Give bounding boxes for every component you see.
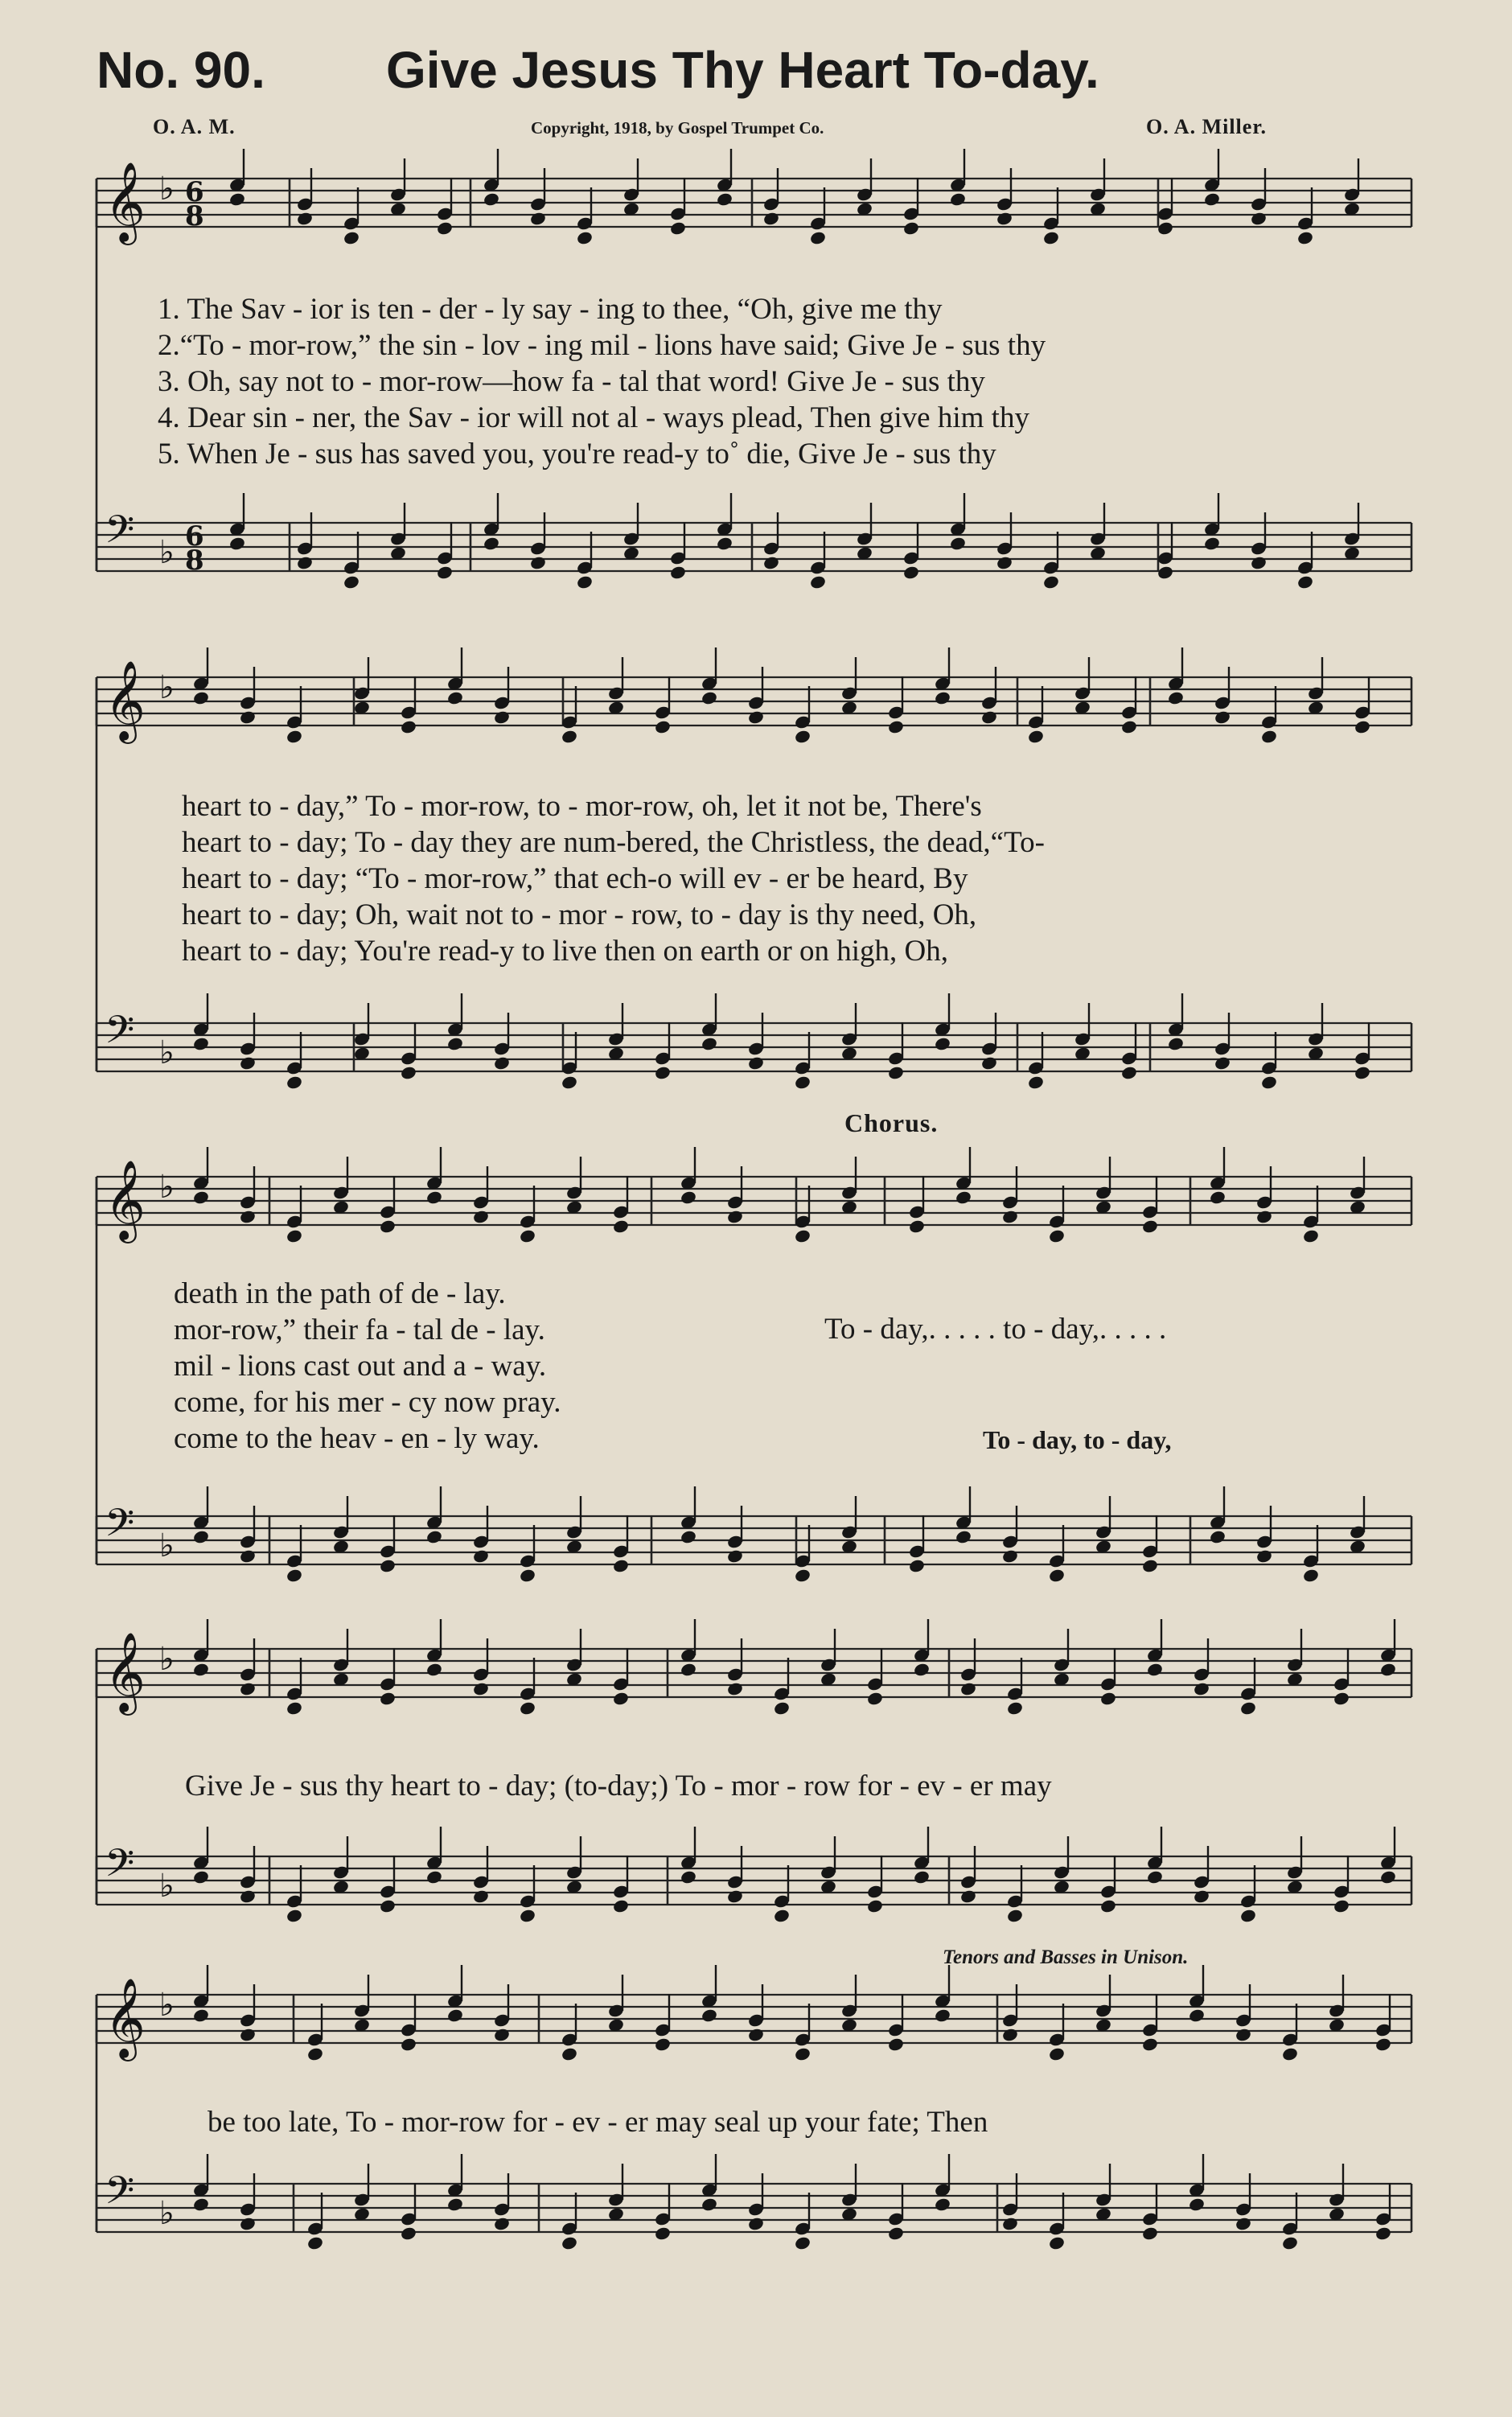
notehead-icon: [1099, 1898, 1117, 1913]
notehead-icon: [400, 2226, 417, 2241]
notehead-icon: [425, 1662, 443, 1677]
notehead-icon: [286, 1568, 303, 1583]
notehead-icon: [228, 536, 246, 551]
notehead-icon: [1001, 1209, 1019, 1224]
hymn-number: No. 90.: [97, 41, 265, 99]
system3-lyrics: [174, 1276, 561, 1457]
notehead-icon: [996, 211, 1013, 226]
notehead-icon: [1379, 1869, 1397, 1885]
notehead-icon: [228, 191, 246, 207]
notehead-icon: [400, 2037, 417, 2052]
notehead-icon: [955, 1190, 972, 1205]
flat-icon: ♭: [159, 1641, 175, 1678]
music-credit: O. A. Miller.: [1146, 115, 1267, 138]
notehead-icon: [669, 220, 687, 236]
flat-icon: ♭: [159, 1169, 175, 1206]
verse-line: be too late, To - mor-row for - ev - er may seal up your fate; Then: [207, 2106, 988, 2139]
notehead-icon: [425, 1529, 443, 1544]
notehead-icon: [669, 565, 687, 580]
notehead-icon: [680, 1869, 697, 1885]
notehead-icon: [794, 2046, 811, 2061]
notehead-icon: [934, 2197, 951, 2212]
notehead-icon: [680, 1190, 697, 1205]
copyright-notice: Copyright, 1918, by Gospel Trumpet Co.: [531, 118, 824, 138]
notehead-icon: [1239, 1700, 1257, 1716]
notehead-icon: [1048, 1568, 1066, 1583]
system1-lyrics: [158, 291, 1046, 472]
notehead-icon: [1167, 1036, 1185, 1051]
verse-line: 5. When Je - sus has saved you, you're read-y to˚ die, Give Je - sus thy: [158, 438, 996, 471]
notehead-icon: [701, 2008, 718, 2023]
notehead-icon: [286, 1228, 303, 1243]
bass-clef-icon: 𝄢: [105, 507, 135, 561]
system2-lyrics: [182, 788, 1045, 969]
notehead-icon: [400, 719, 417, 734]
notehead-icon: [192, 1190, 210, 1205]
treble-clef-icon: 𝄞: [105, 162, 146, 242]
notehead-icon: [654, 2226, 672, 2241]
bass-clef-icon: 𝄢: [105, 1840, 135, 1895]
notehead-icon: [1048, 2046, 1066, 2061]
notehead-icon: [612, 1558, 630, 1573]
flat-icon: ♭: [159, 534, 175, 571]
notehead-icon: [286, 729, 303, 744]
notehead-icon: [934, 690, 951, 705]
verse-line: mor-row,” their fa - tal de - lay.: [174, 1313, 545, 1346]
notehead-icon: [887, 2226, 905, 2241]
verse-line: 1. The Sav - ior is ten - der - ly say - ing to thee, “Oh, give me thy: [158, 293, 943, 326]
notehead-icon: [726, 1889, 744, 1904]
notehead-icon: [192, 1869, 210, 1885]
notehead-icon: [612, 1898, 630, 1913]
notehead-icon: [913, 1869, 931, 1885]
notehead-icon: [286, 1075, 303, 1090]
notehead-icon: [680, 1662, 697, 1677]
notehead-icon: [1188, 2197, 1206, 2212]
notehead-icon: [1006, 1700, 1024, 1716]
notehead-icon: [561, 2046, 578, 2061]
verse-line: heart to - day; Oh, wait not to - mor - row, to - day is thy need, Oh,: [182, 898, 977, 931]
notehead-icon: [1209, 1190, 1226, 1205]
notehead-icon: [1250, 555, 1268, 570]
notehead-icon: [654, 1065, 672, 1080]
notehead-icon: [794, 1568, 811, 1583]
notehead-icon: [1214, 1055, 1231, 1071]
notehead-icon: [343, 574, 360, 590]
notehead-icon: [1260, 1075, 1278, 1090]
system5-lyrics: [207, 2104, 988, 2140]
bass-clef-icon: 𝄢: [105, 2168, 135, 2222]
notehead-icon: [1141, 2226, 1159, 2241]
notehead-icon: [726, 1681, 744, 1696]
notehead-icon: [1354, 1065, 1371, 1080]
notehead-icon: [959, 1889, 977, 1904]
notehead-icon: [701, 1036, 718, 1051]
time-signature-icon: 8: [185, 545, 204, 577]
verse-line: 4. Dear sin - ner, the Sav - ior will not al - ways plead, Then give him thy: [158, 401, 1029, 434]
notehead-icon: [1239, 1908, 1257, 1923]
notehead-icon: [726, 1209, 744, 1224]
verse-line: heart to - day; “To - mor-row,” that ech-o will ev - er be heard, By: [182, 862, 968, 895]
notehead-icon: [1001, 1548, 1019, 1564]
notehead-icon: [529, 555, 547, 570]
flat-icon: ♭: [159, 1868, 175, 1905]
notehead-icon: [1255, 1209, 1273, 1224]
notehead-icon: [1354, 719, 1371, 734]
notehead-icon: [1146, 1662, 1164, 1677]
notehead-icon: [902, 565, 920, 580]
notehead-icon: [773, 1908, 791, 1923]
notehead-icon: [446, 2197, 464, 2212]
notehead-icon: [400, 1065, 417, 1080]
notehead-icon: [1001, 2216, 1019, 2231]
notehead-icon: [1042, 230, 1060, 245]
notehead-icon: [192, 1529, 210, 1544]
time-signature-icon: 6: [185, 520, 204, 553]
notehead-icon: [996, 555, 1013, 570]
notehead-icon: [239, 2216, 257, 2231]
chorus-bass-lyric: To - day, to - day,: [983, 1425, 1172, 1454]
notehead-icon: [654, 2037, 672, 2052]
notehead-icon: [239, 709, 257, 725]
notehead-icon: [1141, 1219, 1159, 1234]
notehead-icon: [286, 1700, 303, 1716]
notehead-icon: [493, 709, 511, 725]
notehead-icon: [1120, 1065, 1138, 1080]
notehead-icon: [1203, 191, 1221, 207]
notehead-icon: [866, 1691, 884, 1706]
notehead-icon: [1042, 574, 1060, 590]
notehead-icon: [379, 1558, 396, 1573]
notehead-icon: [239, 1889, 257, 1904]
notehead-icon: [561, 1075, 578, 1090]
notehead-icon: [1214, 709, 1231, 725]
notehead-icon: [446, 1036, 464, 1051]
notehead-icon: [1235, 2027, 1252, 2042]
notehead-icon: [436, 220, 454, 236]
notehead-icon: [1260, 729, 1278, 744]
flat-icon: ♭: [159, 1034, 175, 1071]
notehead-icon: [762, 555, 780, 570]
notehead-icon: [1333, 1691, 1350, 1706]
notehead-icon: [483, 536, 500, 551]
notehead-icon: [1281, 2046, 1299, 2061]
words-credit: O. A. M.: [153, 115, 236, 138]
notehead-icon: [576, 230, 594, 245]
notehead-icon: [866, 1898, 884, 1913]
notehead-icon: [472, 1889, 490, 1904]
unison-note: Tenors and Basses in Unison.: [943, 1946, 1189, 1968]
notehead-icon: [1027, 1075, 1045, 1090]
notehead-icon: [286, 1908, 303, 1923]
notehead-icon: [680, 1529, 697, 1544]
notehead-icon: [612, 1219, 630, 1234]
chorus-label: Chorus.: [844, 1108, 939, 1137]
notehead-icon: [1167, 690, 1185, 705]
flat-icon: ♭: [159, 171, 175, 208]
notehead-icon: [425, 1869, 443, 1885]
verse-line: come to the heav - en - ly way.: [174, 1422, 540, 1455]
notehead-icon: [1120, 719, 1138, 734]
notehead-icon: [192, 2197, 210, 2212]
notehead-icon: [716, 536, 733, 551]
treble-clef-icon: 𝄞: [105, 1160, 146, 1240]
notehead-icon: [296, 211, 314, 226]
notehead-icon: [747, 2027, 765, 2042]
notehead-icon: [529, 211, 547, 226]
treble-clef-icon: 𝄞: [105, 1632, 146, 1712]
notehead-icon: [1296, 574, 1314, 590]
verse-line: 3. Oh, say not to - mor-row—how fa - tal that word! Give Je - sus thy: [158, 365, 985, 398]
notehead-icon: [1157, 565, 1174, 580]
time-signature-icon: 6: [185, 176, 204, 208]
notehead-icon: [1209, 1529, 1226, 1544]
system4-lyrics: [185, 1768, 1052, 1804]
notehead-icon: [472, 1209, 490, 1224]
notehead-icon: [1141, 2037, 1159, 2052]
notehead-icon: [794, 729, 811, 744]
notehead-icon: [794, 1075, 811, 1090]
flat-icon: ♭: [159, 1987, 175, 2024]
notehead-icon: [1188, 2008, 1206, 2023]
notehead-icon: [980, 1055, 998, 1071]
notehead-icon: [908, 1219, 926, 1234]
verse-line: heart to - day; You're read-y to live then on earth or on high, Oh,: [182, 935, 949, 968]
notehead-icon: [1006, 1908, 1024, 1923]
notehead-icon: [902, 220, 920, 236]
notehead-icon: [773, 1700, 791, 1716]
notehead-icon: [1255, 1548, 1273, 1564]
notehead-icon: [1235, 2216, 1252, 2231]
notehead-icon: [1250, 211, 1268, 226]
notehead-icon: [239, 1055, 257, 1071]
notehead-icon: [192, 2008, 210, 2023]
notehead-icon: [239, 1209, 257, 1224]
notehead-icon: [493, 2216, 511, 2231]
notehead-icon: [949, 191, 967, 207]
notehead-icon: [654, 719, 672, 734]
notehead-icon: [425, 1190, 443, 1205]
notehead-icon: [701, 2197, 718, 2212]
notehead-icon: [1333, 1898, 1350, 1913]
notehead-icon: [436, 565, 454, 580]
notehead-icon: [949, 536, 967, 551]
notehead-icon: [934, 1036, 951, 1051]
notehead-icon: [561, 2235, 578, 2251]
notehead-icon: [192, 690, 210, 705]
notehead-icon: [519, 1700, 536, 1716]
notehead-icon: [716, 191, 733, 207]
hymn-title: Give Jesus Thy Heart To-day.: [386, 41, 1099, 99]
notehead-icon: [493, 2027, 511, 2042]
notehead-icon: [934, 2008, 951, 2023]
notehead-icon: [1157, 220, 1174, 236]
notehead-icon: [1146, 1869, 1164, 1885]
notehead-icon: [1302, 1568, 1320, 1583]
notehead-icon: [959, 1681, 977, 1696]
notehead-icon: [747, 1055, 765, 1071]
notehead-icon: [908, 1558, 926, 1573]
notehead-icon: [561, 729, 578, 744]
verse-line: death in the path of de - lay.: [174, 1277, 506, 1310]
notehead-icon: [446, 690, 464, 705]
flat-icon: ♭: [159, 2195, 175, 2232]
notehead-icon: [1141, 1558, 1159, 1573]
notehead-icon: [192, 1662, 210, 1677]
notehead-icon: [1027, 729, 1045, 744]
verse-line: mil - lions cast out and a - way.: [174, 1350, 547, 1383]
notehead-icon: [887, 2037, 905, 2052]
verse-line: heart to - day,” To - mor-row, to - mor-row, oh, let it not be, There's: [182, 790, 982, 823]
verse-line: heart to - day; To - day they are num-bered, the Christless, the dead,“To-: [182, 826, 1045, 859]
flat-icon: ♭: [159, 669, 175, 706]
notehead-icon: [1374, 2226, 1392, 2241]
notehead-icon: [519, 1228, 536, 1243]
notehead-icon: [1379, 1662, 1397, 1677]
notehead-icon: [887, 719, 905, 734]
notehead-icon: [809, 574, 827, 590]
notehead-icon: [1193, 1681, 1210, 1696]
notehead-icon: [1302, 1228, 1320, 1243]
treble-clef-icon: 𝄞: [105, 660, 146, 741]
notehead-icon: [379, 1898, 396, 1913]
verse-line: 2.“To - mor-row,” the sin - lov - ing mil - lions have said; Give Je - sus thy: [158, 329, 1046, 362]
notehead-icon: [519, 1908, 536, 1923]
notehead-icon: [296, 555, 314, 570]
notehead-icon: [980, 709, 998, 725]
notehead-icon: [446, 2008, 464, 2023]
notehead-icon: [887, 1065, 905, 1080]
notehead-icon: [701, 690, 718, 705]
notehead-icon: [1099, 1691, 1117, 1706]
notehead-icon: [576, 574, 594, 590]
notehead-icon: [1203, 536, 1221, 551]
chorus-soprano-lyric: To - day,. . . . . to - day,. . . . .: [824, 1313, 1167, 1346]
notehead-icon: [192, 1036, 210, 1051]
notehead-icon: [762, 211, 780, 226]
notehead-icon: [493, 1055, 511, 1071]
notehead-icon: [809, 230, 827, 245]
notehead-icon: [1193, 1889, 1210, 1904]
notehead-icon: [1374, 2037, 1392, 2052]
notehead-icon: [612, 1691, 630, 1706]
flat-icon: ♭: [159, 1527, 175, 1564]
notehead-icon: [1048, 1228, 1066, 1243]
notehead-icon: [1001, 2027, 1019, 2042]
bass-clef-icon: 𝄢: [105, 1007, 135, 1062]
notehead-icon: [955, 1529, 972, 1544]
notehead-icon: [726, 1548, 744, 1564]
time-signature-icon: 8: [185, 200, 204, 232]
treble-clef-icon: 𝄞: [105, 1978, 146, 2058]
verse-line: come, for his mer - cy now pray.: [174, 1386, 561, 1419]
notehead-icon: [1281, 2235, 1299, 2251]
notehead-icon: [306, 2235, 324, 2251]
notehead-icon: [483, 191, 500, 207]
notehead-icon: [519, 1568, 536, 1583]
bass-clef-icon: 𝄢: [105, 1500, 135, 1555]
notehead-icon: [794, 2235, 811, 2251]
notehead-icon: [472, 1681, 490, 1696]
verse-line: Give Je - sus thy heart to - day; (to-day;) To - mor - row for - ev - er may: [185, 1770, 1052, 1802]
notehead-icon: [239, 2027, 257, 2042]
notehead-icon: [379, 1691, 396, 1706]
notehead-icon: [472, 1548, 490, 1564]
notehead-icon: [1048, 2235, 1066, 2251]
notehead-icon: [747, 2216, 765, 2231]
notehead-icon: [239, 1548, 257, 1564]
notehead-icon: [306, 2046, 324, 2061]
notehead-icon: [239, 1681, 257, 1696]
notehead-icon: [1296, 230, 1314, 245]
notehead-icon: [794, 1228, 811, 1243]
notehead-icon: [913, 1662, 931, 1677]
notehead-icon: [343, 230, 360, 245]
notehead-icon: [379, 1219, 396, 1234]
notehead-icon: [747, 709, 765, 725]
